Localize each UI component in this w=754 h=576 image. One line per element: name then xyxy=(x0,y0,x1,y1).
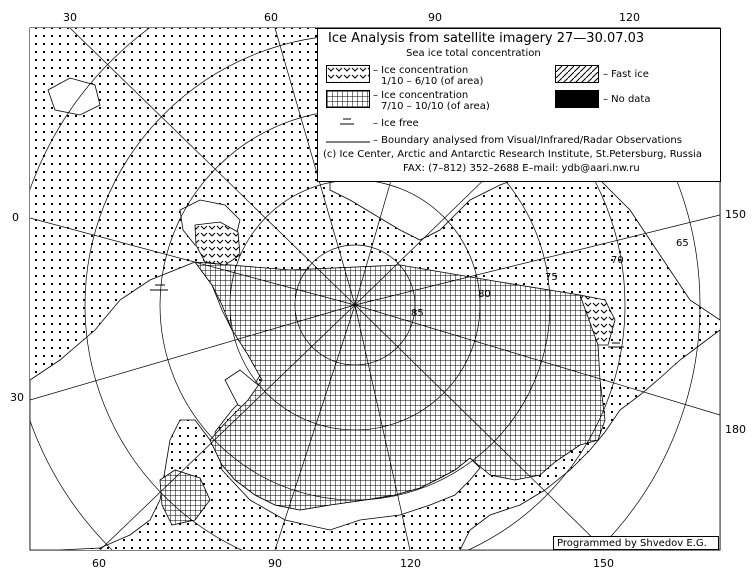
axis-bottom-120: 120 xyxy=(400,557,421,570)
axis-left-30: 30 xyxy=(10,391,24,404)
axis-top-90: 90 xyxy=(428,11,442,24)
legend-no-data-label: – No data xyxy=(603,94,651,105)
axis-bottom-60: 60 xyxy=(92,557,106,570)
legend-ice-low-label-2: 1/10 – 6/10 (of area) xyxy=(381,76,484,87)
axis-right-150: 150 xyxy=(725,208,746,221)
ice-free-legend-symbol xyxy=(340,117,354,127)
legend-ice-low-label-1: – Ice concentration xyxy=(373,65,469,76)
legend-contact-line: FAX: (7–812) 352–2688 E–mail: ydb@aari.nw.ru xyxy=(403,163,640,174)
lat-label-80: 80 xyxy=(478,289,491,300)
legend-panel xyxy=(317,28,721,182)
legend-ice-free-label: – Ice free xyxy=(373,118,419,129)
legend-org-line: (c) Ice Center, Arctic and Antarctic Research Institute, St.Petersburg, Russia xyxy=(323,149,702,160)
lat-label-75: 75 xyxy=(545,272,558,283)
legend-fast-ice-label: – Fast ice xyxy=(603,69,649,80)
swatch-ice-high-concentration xyxy=(326,90,370,108)
axis-bottom-90: 90 xyxy=(268,557,282,570)
credit-label: Programmed by Shvedov E.G. xyxy=(553,536,719,550)
lat-label-70: 70 xyxy=(611,255,624,266)
swatch-ice-low-concentration xyxy=(326,65,370,83)
axis-left-0: 0 xyxy=(12,211,19,224)
swatch-fast-ice xyxy=(555,65,599,83)
swatch-no-data xyxy=(555,90,599,108)
legend-boundary-label: – Boundary analysed from Visual/Infrared/Radar Observations xyxy=(373,135,682,146)
lat-label-85: 85 xyxy=(411,308,424,319)
legend-ice-high-label-2: 7/10 – 10/10 (of area) xyxy=(381,101,490,112)
legend-title: Ice Analysis from satellite imagery 27—30.07.03 xyxy=(328,31,645,46)
axis-bottom-150: 150 xyxy=(593,557,614,570)
axis-top-30: 30 xyxy=(63,11,77,24)
axis-top-60: 60 xyxy=(264,11,278,24)
axis-right-180: 180 xyxy=(725,423,746,436)
axis-top-120: 120 xyxy=(619,11,640,24)
legend-ice-high-label-1: – Ice concentration xyxy=(373,90,469,101)
lat-label-65: 65 xyxy=(676,238,689,249)
legend-subtitle: Sea ice total concentration xyxy=(406,48,541,59)
boundary-legend-line xyxy=(326,139,370,145)
